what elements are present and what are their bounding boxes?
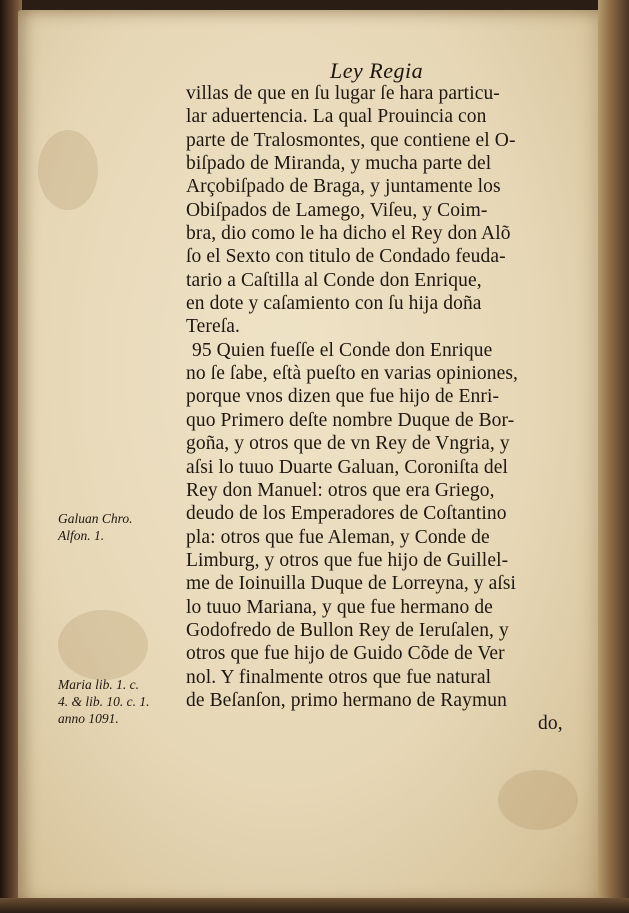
- running-head: Ley Regia: [330, 58, 424, 83]
- text-line: parte de Tralosmontes, que contiene el O-: [186, 129, 516, 151]
- text-line: lo tuuo Mariana, y que fue hermano de: [186, 596, 493, 618]
- text-line: Arçobiſpado de Braga, y juntamente los: [186, 176, 501, 198]
- text-line: ſo el Sexto con titulo de Condado feuda-: [186, 246, 506, 268]
- paper-stain: [498, 770, 578, 830]
- text-line: Limburg, y otros que fue hijo de Guillel-: [186, 549, 509, 571]
- text-line: en dote y caſamiento con ſu hija doña: [186, 293, 482, 315]
- text-line: no ſe ſabe, eſtà pueſto en varias opiniones,: [186, 363, 519, 385]
- text-line: nol. Y finalmente otros que fue natural: [186, 666, 492, 688]
- text-line: quo Primero deſte nombre Duque de Bor-: [186, 409, 515, 431]
- margin-note-line: Maria lib. 1. c.: [58, 677, 139, 692]
- text-line: Godofredo de Bullon Rey de Ieruſalen, y: [186, 619, 509, 641]
- text-line: Tereſa.: [186, 316, 241, 338]
- text-line: aſsi lo tuuo Duarte Galuan, Coroniſta del: [186, 456, 508, 478]
- text-line: porque vnos dizen que fue hijo de Enri-: [186, 386, 500, 408]
- margin-note-line: Galuan Chro.: [58, 511, 133, 526]
- text-line: biſpado de Miranda, y mucha parte del: [186, 153, 492, 175]
- paper-stain: [58, 610, 148, 680]
- margin-note-mariana: [58, 676, 183, 727]
- page-edge-bottom: [0, 898, 629, 913]
- margin-note-line: 4. & lib. 10. c. 1.: [58, 694, 150, 709]
- text-line: Rey don Manuel: otros que era Griego,: [186, 479, 495, 501]
- margin-note-galuan: [58, 510, 183, 544]
- text-line: lar aduertencia. La qual Prouincia con: [186, 106, 487, 128]
- catchword-line: do,: [538, 713, 563, 735]
- text-line: goña, y otros que de vn Rey de Vngria, y: [186, 433, 510, 455]
- text-line: deudo de los Emperadores de Coſtantino: [186, 503, 507, 525]
- text-line: de Beſanſon, primo hermano de Raymun: [186, 689, 507, 711]
- paper-stain: [38, 130, 98, 210]
- text-line: me de Ioinuilla Duque de Lorreyna, y aſsi: [186, 573, 517, 595]
- margin-note-line: Alfon. 1.: [58, 528, 105, 543]
- text-line: tario a Caſtilla al Conde don Enrique,: [186, 269, 482, 291]
- text-line: pla: otros que fue Aleman, y Conde de: [186, 526, 490, 548]
- text-line: Obiſpados de Lamego, Viſeu, y Coim-: [186, 199, 488, 221]
- text-line: bra, dio como le ha dicho el Rey don Alõ: [186, 223, 511, 245]
- main-text-block: [186, 82, 581, 736]
- paragraph-start-line: 95 Quien fueſſe el Conde don Enrique: [192, 339, 493, 361]
- margin-note-line: anno 1091.: [58, 711, 119, 726]
- page-edge-right: [598, 0, 629, 913]
- text-line: otros que fue hijo de Guido Cõde de Ver: [186, 643, 505, 665]
- text-line: villas de que en ſu lugar ſe hara particu-: [186, 83, 500, 104]
